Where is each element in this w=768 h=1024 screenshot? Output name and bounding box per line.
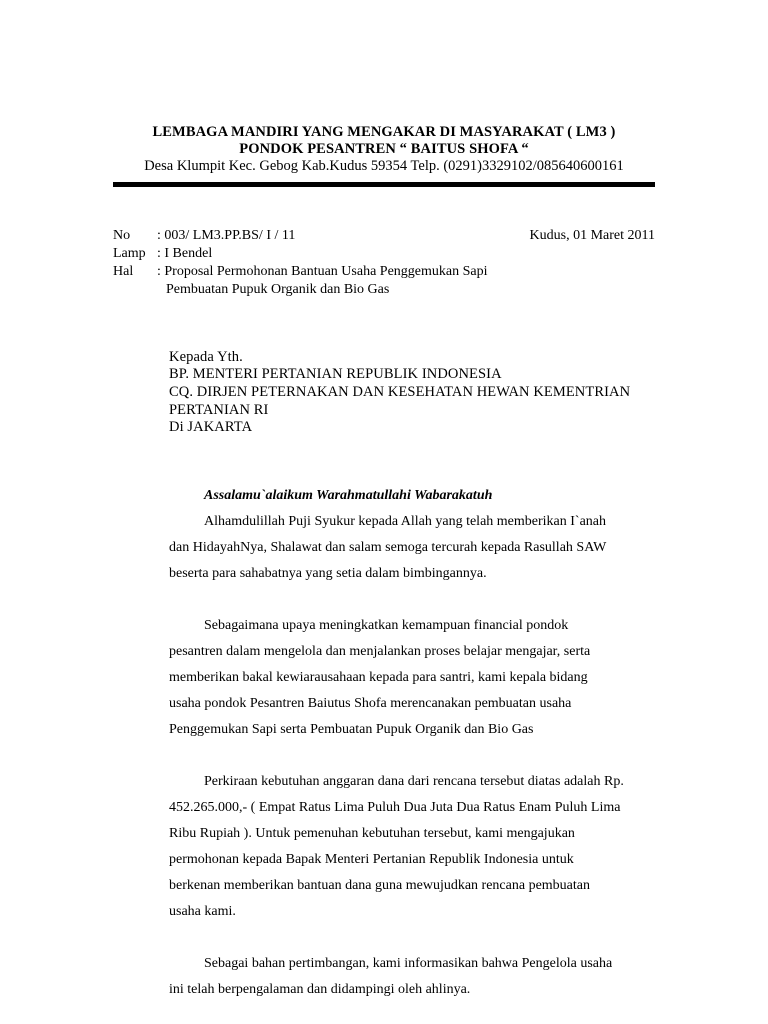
paragraph-1-line: beserta para sahabatnya yang setia dalam bimbingannya. xyxy=(169,566,487,581)
paragraph-2-line: Sebagaimana upaya meningkatkan kemampuan financial pondok xyxy=(204,618,569,633)
hal-value-line-1: : Proposal Permohonan Bantuan Usaha Penggemukan Sapi xyxy=(157,264,488,279)
recipient-line-2: BP. MENTERI PERTANIAN REPUBLIK INDONESIA xyxy=(169,366,502,382)
recipient-line-3: CQ. DIRJEN PETERNAKAN DAN KESEHATAN HEWAN KEMENTRIAN xyxy=(169,384,631,400)
paragraph-3-line: permohonan kepada Bapak Menteri Pertanian Republik Indonesia untuk xyxy=(169,852,574,867)
paragraph-3-line: 452.265.000,- ( Empat Ratus Lima Puluh Dua Juta Dua Ratus Enam Puluh Lima xyxy=(169,800,621,815)
salutation: Assalamu`alaikum Warahmatullahi Wabarakatuh xyxy=(204,488,493,503)
letterhead-divider xyxy=(113,182,655,187)
lamp-value: : I Bendel xyxy=(157,246,213,261)
paragraph-4-line: ini telah berpengalaman dan didampingi oleh ahlinya. xyxy=(169,982,471,997)
no-label: No xyxy=(113,228,131,243)
paragraph-3-line: usaha kami. xyxy=(169,904,236,919)
paragraph-3-line: Ribu Rupiah ). Untuk pemenuhan kebutuhan tersebut, kami mengajukan xyxy=(169,826,575,841)
lamp-label: Lamp xyxy=(113,246,146,261)
paragraph-2-line: usaha pondok Pesantren Baiutus Shofa merencanakan pembuatan usaha xyxy=(169,696,572,711)
recipient-line-1: Kepada Yth. xyxy=(169,349,243,365)
paragraph-2-line: Penggemukan Sapi serta Pembuatan Pupuk Organik dan Bio Gas xyxy=(169,722,534,737)
paragraph-2-line: memberikan bakal kewiarausahaan kepada para santri, kami kepala bidang xyxy=(169,670,588,685)
no-value: : 003/ LM3.PP.BS/ I / 11 xyxy=(157,228,296,243)
recipient-line-4: PERTANIAN RI xyxy=(169,402,269,418)
paragraph-2-line: pesantren dalam mengelola dan menjalankan proses belajar mengajar, serta xyxy=(169,644,591,659)
paragraph-4-line: Sebagai bahan pertimbangan, kami informasikan bahwa Pengelola usaha xyxy=(204,956,613,971)
letter-date: Kudus, 01 Maret 2011 xyxy=(529,228,655,243)
paragraph-1-line: Alhamdulillah Puji Syukur kepada Allah yang telah memberikan I`anah xyxy=(204,514,607,529)
paragraph-3-line: berkenan memberikan bantuan dana guna mewujudkan rencana pembuatan xyxy=(169,878,590,893)
recipient-line-5: Di JAKARTA xyxy=(169,419,253,435)
org-name: LEMBAGA MANDIRI YANG MENGAKAR DI MASYARAKAT ( LM3 ) xyxy=(152,124,616,140)
letterhead-address: Desa Klumpit Kec. Gebog Kab.Kudus 59354 Telp. (0291)3329102/085640600161 xyxy=(144,158,624,174)
paragraph-3-line: Perkiraan kebutuhan anggaran dana dari rencana tersebut diatas adalah Rp. xyxy=(204,774,624,789)
hal-value-line-2: Pembuatan Pupuk Organik dan Bio Gas xyxy=(166,282,390,297)
school-name: PONDOK PESANTREN “ BAITUS SHOFA “ xyxy=(239,141,529,157)
hal-label: Hal xyxy=(113,264,134,279)
paragraph-1-line: dan HidayahNya, Shalawat dan salam semoga tercurah kepada Rasullah SAW xyxy=(169,540,607,555)
